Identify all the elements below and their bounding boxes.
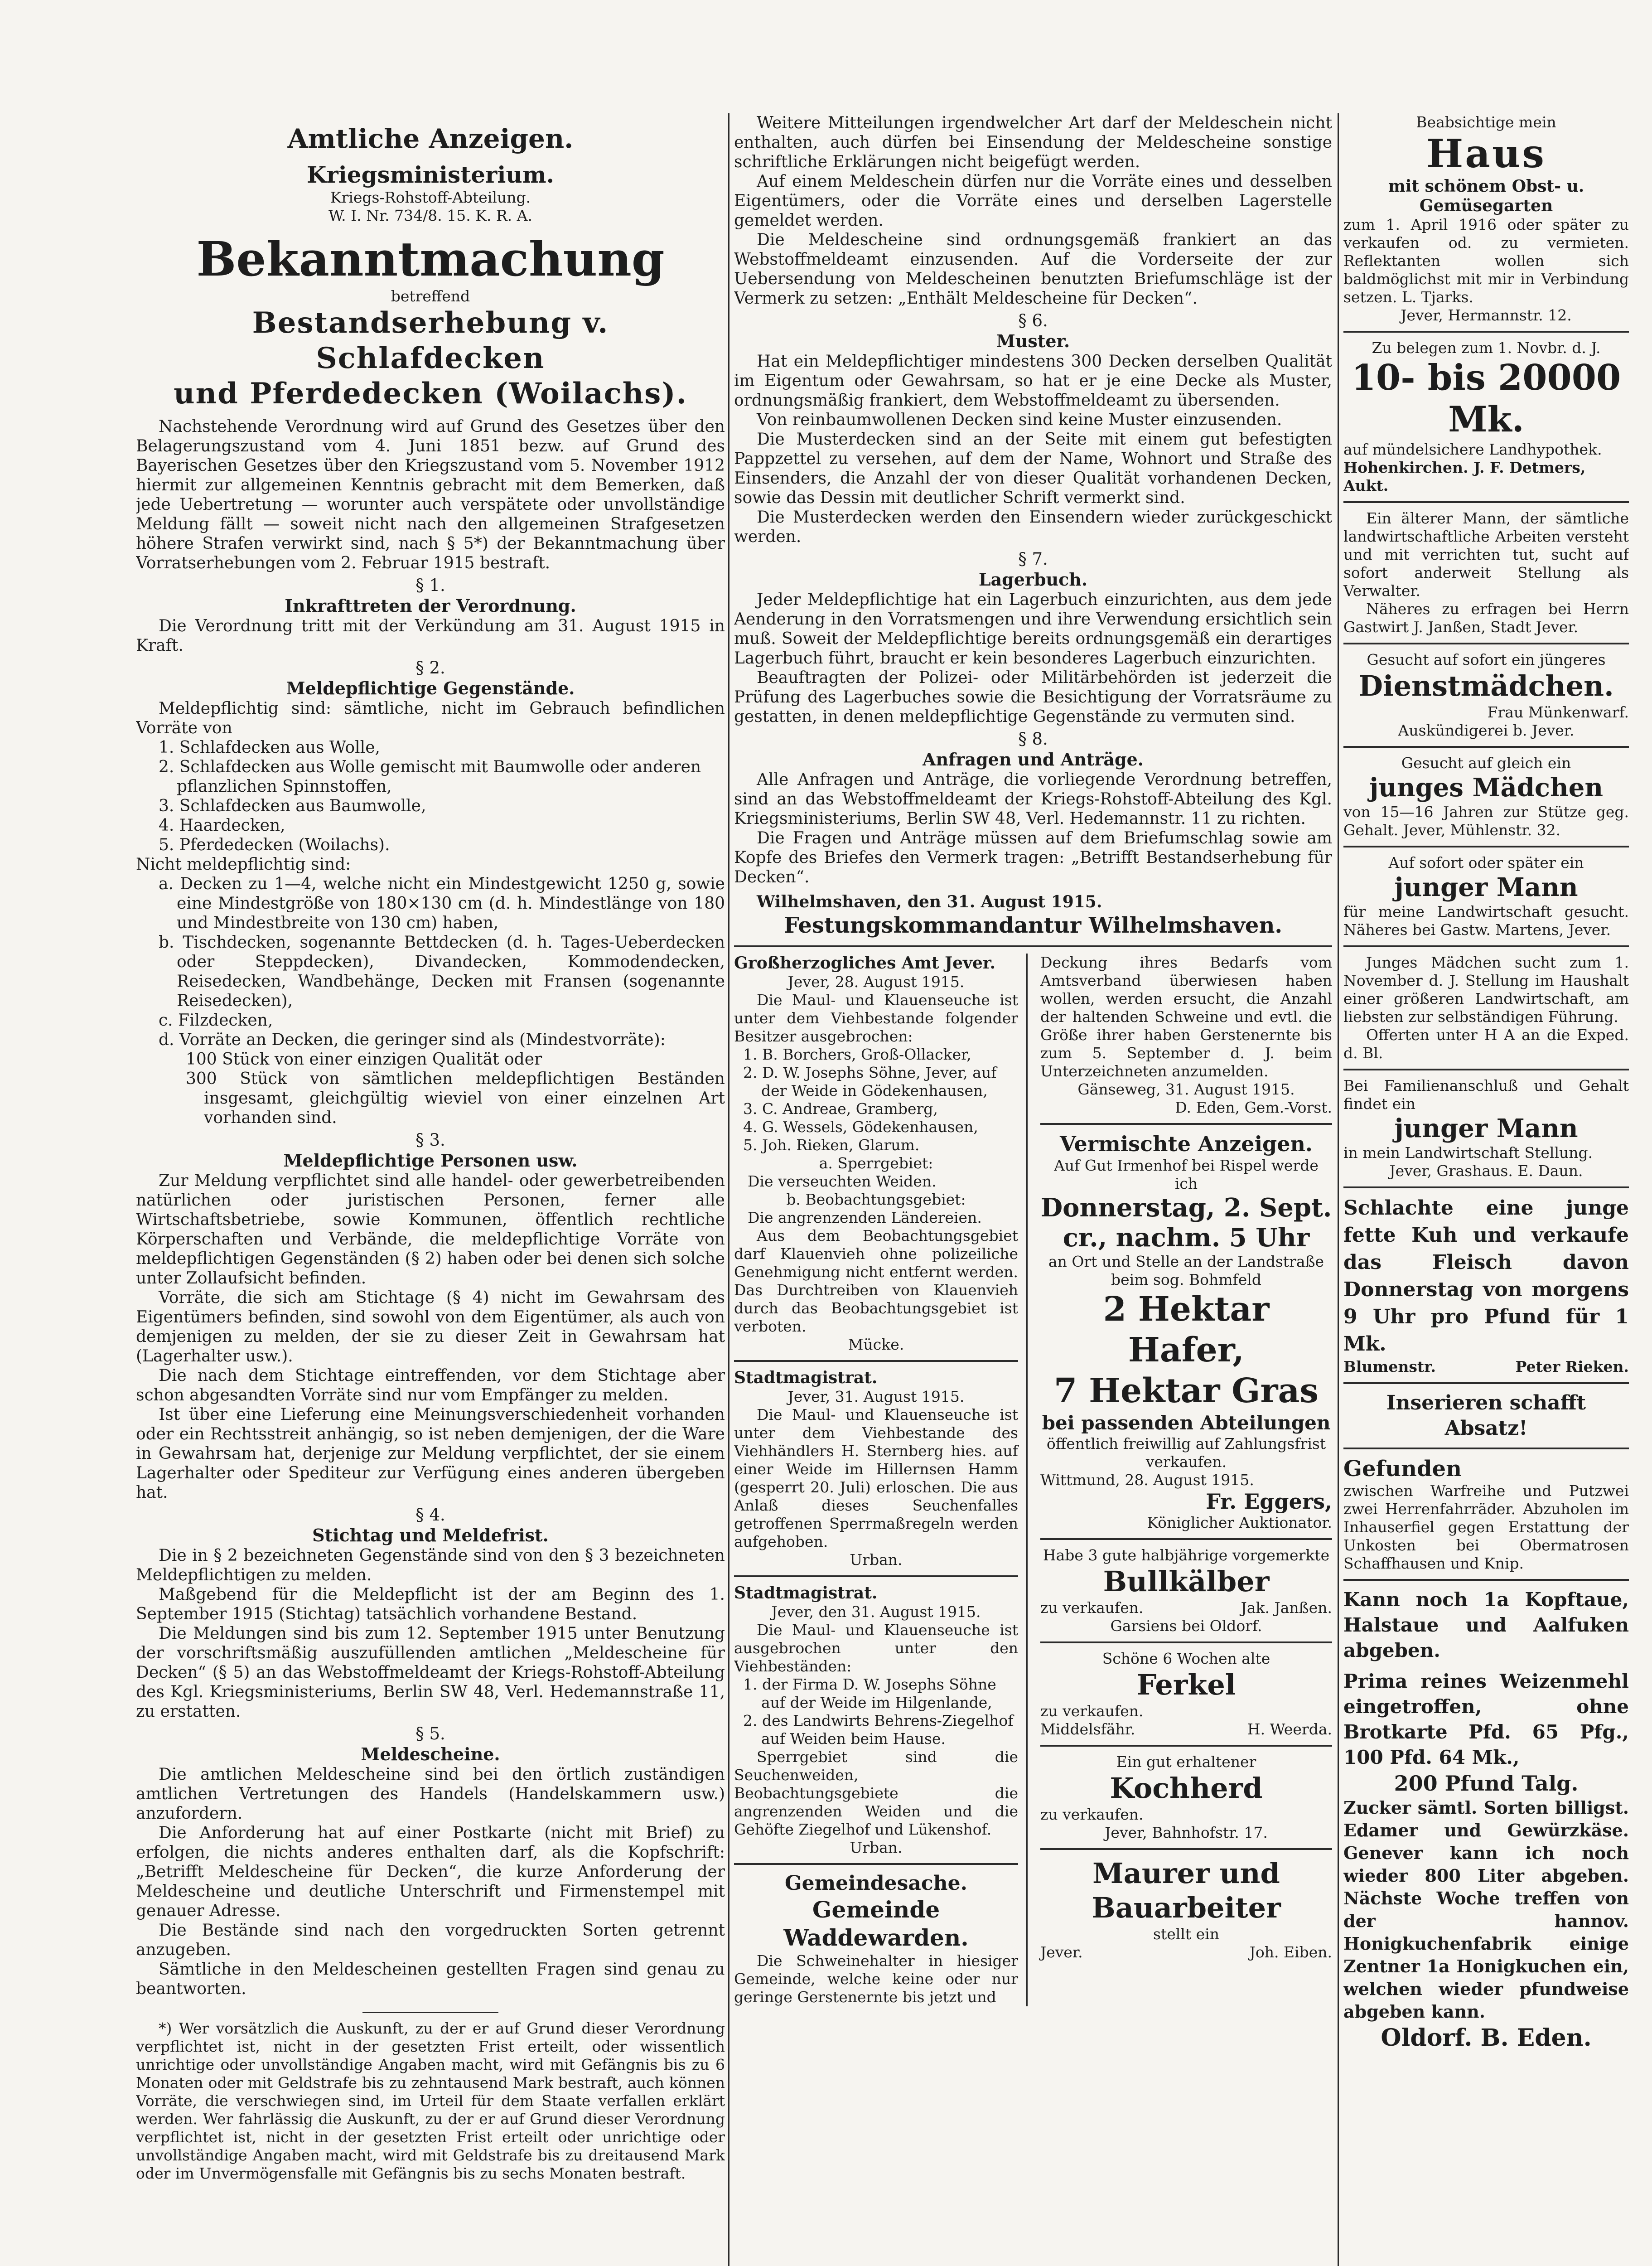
section-divider	[1343, 945, 1629, 947]
amt-text: Die Maul- und Klauenseuche ist unter dem Viehbestande folgender Besitzer ausgebrochen:	[734, 991, 1018, 1045]
auction-text: Auf Gut Irmenhof bei Rispel werde ich	[1054, 1157, 1319, 1192]
ad-footer	[1040, 1720, 1332, 1738]
section-divider	[1040, 1745, 1332, 1747]
ad-text: Ein gut erhaltener	[1116, 1753, 1256, 1771]
ad-text: auf mündelsichere Landhypothek.	[1343, 441, 1602, 458]
ad-text: Schöne 6 Wochen alte	[1102, 1650, 1270, 1667]
section-7-heading: Lagerbuch.	[978, 569, 1088, 590]
ad-place: Jever.	[1040, 1943, 1083, 1961]
list-item: 2. Schlafdecken aus Wolle gemischt mit Baumwolle oder anderen pflanzlichen Spinnstoffen,	[159, 758, 701, 796]
section-5-heading: Meldescheine.	[361, 1744, 500, 1764]
section-divider	[1040, 1641, 1332, 1643]
section-4-heading: Stichtag und Meldefrist.	[312, 1525, 549, 1545]
ad-text-talg: 200 Pfund Talg.	[1394, 1771, 1579, 1796]
ad-signature: Frau Münkenwarf.	[1487, 703, 1629, 721]
ad-text: Beabsichtige mein	[1416, 113, 1556, 131]
ministry-name: Kriegsministerium.	[306, 161, 555, 188]
ad-text: Bei Familienanschluß und Gehalt findet ein	[1343, 1077, 1629, 1113]
section-1-heading: Inkrafttreten der Verordnung.	[285, 596, 576, 616]
notice-subject-line1: Bestandserhebung v. Schlafdecken	[252, 306, 609, 375]
ad-signature: Peter Rieken.	[1515, 1358, 1629, 1375]
auction-date: Donnerstag, 2. Sept. cr., nachm. 5 Uhr	[1040, 1193, 1332, 1253]
notice-continuation: Weitere Mitteilungen irgendwelcher Art darf der Meldeschein nicht enthalten, auch dürfen bei Einsendung der Meldescheine sonstige schriftliche Erklärungen nicht beigefügt werden.	[734, 114, 1332, 171]
ad-text: Offerten unter H A an die Exped. d. Bl.	[1343, 1026, 1629, 1062]
section-divider	[1343, 643, 1629, 644]
section-7-text: Beauftragten der Polizei- oder Militärbehörden ist jederzeit die Prüfung des Lagerbuches sowie die Besichtigung der Vorratsräume zu gestatten, in denen meldepflichtige Gegenstände zu vermuten sind.	[734, 668, 1332, 726]
section-8-heading: Anfragen und Anträge.	[922, 749, 1144, 770]
ad-sale: zu verkaufen.	[1040, 1599, 1144, 1617]
section-divider	[1040, 1848, 1332, 1850]
section-2-number: § 2.	[415, 658, 445, 678]
section-1-number: § 1.	[415, 576, 445, 595]
ad-text: stellt ein	[1153, 1925, 1219, 1943]
ad-footer	[1040, 1943, 1332, 1961]
dateline: Wilhelmshaven, den 31. August 1915.	[757, 892, 1102, 911]
notice-continuation: Die Meldescheine sind ordnungsgemäß frankiert an das Webstoffmeldeamt einzusenden. Auf die Vorderseite der zur Uebersendung von Meldescheinen benutzten Briefumschläge ist der Vermerk zu setzen: „Enthält Meldescheine für Decken“.	[734, 231, 1332, 308]
ad-title-haus: Haus	[1426, 131, 1546, 177]
notice-title: Bekanntmachung	[196, 231, 665, 287]
section-3-text: Zur Meldung verpflichtet sind alle handel- oder gewerbetreibenden natürlichen oder juristischen Personen, ferner alle Wirtschaftsbetriebe, sowie Kommunen, öffentlich rechtliche Körperschaften und Verbände, die meldepflichtige Vorräte von meldepflichtigen Gegenständen (§ 2) haben oder bei denen sich solche unter Zollaufsicht befinden.	[136, 1172, 725, 1288]
ad-place: Middelsfähr.	[1040, 1720, 1135, 1738]
section-4-text: Maßgebend für die Meldepflicht ist der am Beginn des 1. September 1915 (Stichtag) tatsächlich vorhandene Bestand.	[136, 1585, 725, 1623]
ad-title-maurer: Maurer und	[1092, 1857, 1280, 1890]
section-5-text: Die Anforderung hat auf einer Postkarte (nicht mit Brief) zu erfolgen, die nichts anderes enthalten darf, als die Kopfschrift: „Betrifft Meldescheine für Decken“, die kurze Anforderung der Meldescheine und deutliche Unterschrift und Firmenstempel mit genauer Adresse.	[136, 1824, 725, 1920]
stadtmagistrat-signature: Urban.	[850, 1839, 903, 1856]
auction-place: Wittmund, 28. August 1915.	[1040, 1471, 1254, 1489]
notice-intro: Nachstehende Verordnung wird auf Grund des Gesetzes über den Belagerungszustand vom 4. Juni 1851 bezw. auf Grund des Bayerischen Gesetzes über den Kriegszustand vom 5. November 1912 hiermit zur allgemeinen Kenntnis gebracht mit dem Bemerken, daß jede Uebertretung — worunter auch verspätete oder unvollständige Meldung fällt — soweit nicht nach den allgemeinen Strafgesetzen höhere Strafen verwirkt sind, nach § 5*) der Bekanntmachung über Vorratserhebungen vom 2. Februar 1915 bestraft.	[136, 417, 725, 572]
section-6-heading: Muster.	[996, 331, 1070, 351]
ad-text: in mein Landwirtschaft Stellung.	[1343, 1144, 1593, 1162]
stadtmagistrat-date: Jever, den 31. August 1915.	[771, 1603, 981, 1621]
section-4-text: Die Meldungen sind bis zum 12. September 1915 unter Benutzung der vorschriftsmäßig auszufüllenden amtlichen „Meldescheine für Decken“ (§ 5) an das Webstoffmeldeamt der Kriegs-Rohstoff-Abteilung des Kgl. Kriegsministeriums, Berlin SW 48, Verl. Hedemannstraße 11, zu erstatten.	[136, 1624, 725, 1721]
list-item: 300 Stück von sämtlichen meldepflichtigen Beständen insgesamt, gleichgültig wieviel von einer einzelnen Art vorhanden sind.	[186, 1070, 725, 1127]
amt-zone-text: Die angrenzenden Ländereien.	[748, 1209, 982, 1226]
amt-zone-label: a. Sperrgebiet:	[819, 1154, 933, 1172]
stadtmagistrat-text: Die Maul- und Klauenseuche ist unter dem Viehbestande des Viehhändlers H. Sternberg hies. auf einer Weide im Hillernsen Hamm (gesperrt 20. Juli) erloschen. Die aus Anlaß dieses Seuchenfalles getroffenen Sperrmaßregeln werden aufgehoben.	[734, 1406, 1018, 1550]
auction-location: an Ort und Stelle an der Landstraße beim sog. Bohmfeld	[1048, 1253, 1324, 1288]
section-2-text: Meldepflichtig sind: sämtliche, nicht im Gebrauch befindlichen Vorräte von	[136, 699, 725, 737]
amt-date: Jever, 28. August 1915.	[787, 973, 965, 991]
auctioneer-role: Königlicher Auktionator.	[1147, 1514, 1332, 1531]
section-6-text: Die Musterdecken werden den Einsendern wieder zurückgeschickt werden.	[734, 508, 1332, 546]
section-divider	[1343, 1448, 1629, 1449]
section-header: Amtliche Anzeigen.	[287, 123, 574, 154]
ad-signature: H. Weerda.	[1247, 1720, 1332, 1738]
ad-text: von 15—16 Jahren zur Stütze geg. Gehalt. Jever, Mühlenstr. 32.	[1343, 803, 1629, 839]
section-divider	[1343, 1186, 1629, 1188]
amt-heading: Großherzogliches Amt Jever.	[734, 954, 996, 973]
ad-text: Auf sofort oder später ein	[1388, 854, 1584, 872]
ad-title-junger-mann: junger Mann	[1394, 872, 1578, 902]
section-divider	[1343, 1579, 1629, 1581]
section-divider	[734, 1575, 1018, 1577]
subcolumn-left	[734, 954, 1028, 2006]
subcolumn-right	[1039, 954, 1332, 2006]
auction-item-hafer: 2 Hektar Hafer,	[1103, 1290, 1270, 1370]
section-5-text: Sämtliche in den Meldescheinen gestellten Fragen sind genau zu beantworten.	[136, 1960, 725, 1998]
section-3-text: Die nach dem Stichtage eintreffenden, vor dem Stichtage aber schon abgesandten Vorräte sind nur vom Empfänger zu melden.	[136, 1366, 725, 1404]
vermischte-heading: Vermischte Anzeigen.	[1060, 1132, 1313, 1156]
notice-subject-line2: und Pferdedecken (Woilachs).	[174, 377, 687, 411]
list-item: 2. des Landwirts Behrens-Ziegelhof auf Weiden beim Hause.	[743, 1712, 1014, 1748]
ad-subtitle: mit schönem Obst- u. Gemüsegarten	[1388, 177, 1584, 215]
section-divider	[1343, 1382, 1629, 1384]
stadtmagistrat-text: Sperrgebiet sind die Seuchenweiden, Beobachtungsgebiete die angrenzenden Weiden und die Gehöfte Ziegelhof und Lükenshof.	[734, 1748, 1018, 1838]
section-6-text: Die Musterdecken sind an der Seite mit einem gut befestigten Pappzettel zu versehen, auf dem der Name, Wohnort und Straße des Einsenders, die Anzahl der von dieser Qualität vorhandenen Decken, sowie das Dessin mit deutlicher Schrift vermerkt sind.	[734, 430, 1332, 507]
gemeinde-signature: D. Eden, Gem.-Vorst.	[1175, 1099, 1332, 1116]
ad-place: Blumenstr.	[1343, 1358, 1436, 1375]
section-divider	[1343, 746, 1629, 748]
section-divider	[1040, 1538, 1332, 1540]
ad-signature-eden: Oldorf. B. Eden.	[1381, 2024, 1592, 2052]
column-classifieds	[1343, 113, 1629, 2266]
ad-signature: Joh. Eiben.	[1249, 1943, 1332, 1961]
ad-signature: Hohenkirchen. J. F. Detmers, Aukt.	[1343, 459, 1586, 494]
section-7-number: § 7.	[1018, 549, 1048, 569]
amt-zone-text: Die verseuchten Weiden.	[748, 1172, 937, 1190]
section-6-number: § 6.	[1018, 311, 1048, 330]
ad-place: Jever, Bahnhofstr. 17.	[1105, 1824, 1268, 1841]
ad-sale: zu verkaufen.	[1040, 1702, 1144, 1720]
ad-place: Auskündigerei b. Jever.	[1398, 721, 1575, 739]
section-divider	[1343, 501, 1629, 503]
ad-text-taue: Kann noch 1a Kopftaue, Halstaue und Aalfuken abgeben.	[1343, 1588, 1629, 1661]
section-3-text: Vorräte, die sich am Stichtage (§ 4) nicht im Gewahrsam des Eigentümers befinden, sind sowohl von dem Eigentümer, als auch von demjenigen zu melden, der sie zu dieser Zeit in Gewahrsam hat (Lagerhalter usw.).	[136, 1288, 725, 1365]
section-5-number: § 5.	[415, 1724, 445, 1743]
list-item: d. Vorräte an Decken, die geringer sind als (Mindestvorräte):	[159, 1031, 666, 1049]
ad-text: Gesucht auf sofort ein jüngeres	[1367, 651, 1606, 668]
ad-signature: Jever, Grashaus. E. Daun.	[1389, 1162, 1583, 1180]
list-item: 3. C. Andreae, Gramberg,	[743, 1100, 938, 1118]
ad-text: zum 1. April 1916 oder später zu verkaufen od. zu vermieten. Reflektanten wollen sich baldmöglichst mit mir in Verbindung setzen. L. Tjarks.	[1343, 216, 1629, 306]
stadtmagistrat-heading: Stadtmagistrat.	[734, 1368, 878, 1387]
list-item: 5. Pferdedecken (Woilachs).	[159, 836, 390, 854]
amt-zone-label: b. Beobachtungsgebiet:	[786, 1191, 966, 1208]
section-3-text: Ist über eine Lieferung eine Meinungsverschiedenheit vorhanden oder ein Rechtsstreit anhängig, so ist neben demjenigen, der die Ware in Gewahrsam hat, derjenige zur Meldung verpflichtet, der sie einem Lagerhalter oder Spediteur zur Verfügung eines anderen übergeben hat.	[136, 1405, 725, 1502]
gemeinde-date: Gänseweg, 31. August 1915.	[1077, 1080, 1295, 1098]
section-divider	[1040, 1123, 1332, 1125]
section-divider	[734, 1863, 1018, 1865]
section-6-text: Von reinbaumwollenen Decken sind keine Muster einzusenden.	[757, 411, 1282, 429]
section-7-text: Jeder Meldepflichtige hat ein Lagerbuch einzurichten, aus dem jede Aenderung in den Vorratsmengen und ihre Verwendung ersichtlich sein muß. Soweit der Meldepflichtige bereits ordnungsgemäß ein derartiges Lagerbuch führt, braucht er kein besonderes Lagerbuch einzurichten.	[734, 591, 1332, 668]
section-divider	[1343, 846, 1629, 847]
ad-text: Junges Mädchen sucht zum 1. November d. J. Stellung im Haushalt einer größeren Landwirtschaft, am liebsten zur selbständigen Führung.	[1343, 954, 1629, 1026]
ad-text: Zu belegen zum 1. Novbr. d. J.	[1372, 339, 1601, 357]
section-5-text: Die amtlichen Meldescheine sind bei den örtlich zuständigen amtlichen Vertretungen des Handels (Handelskammern usw.) anzufordern.	[136, 1765, 725, 1823]
list-item: 1. Schlafdecken aus Wolle,	[159, 738, 380, 757]
notice-continuation: Auf einem Meldeschein dürfen nur die Vorräte eines und desselben Eigentümers, oder die Vorräte eines und derselben Lagerstelle gemeldet werden.	[734, 172, 1332, 230]
ad-footer	[1040, 1599, 1332, 1617]
footnote-divider	[362, 2012, 498, 2013]
ad-text: Ein älterer Mann, der sämtliche landwirtschaftliche Arbeiten versteht und mit verrichten tut, sucht auf sofort anderweit Stellung als Verwalter.	[1343, 509, 1629, 600]
list-item: 2. D. W. Josephs Söhne, Jever, auf der Weide in Gödekenhausen,	[743, 1064, 997, 1099]
ad-place: Jever, Hermannstr. 12.	[1401, 306, 1572, 324]
footnote: *) Wer vorsätzlich die Auskunft, zu der er auf Grund dieser Verordnung verpflichtet ist, nicht in der gesetzten Frist erteilt, oder wissentlich unrichtige oder unvollständige Angaben macht, wird mit Gefängnis bis zu 6 Monaten oder mit Geldstrafe bis zu zehntausend Mark bestraft, auch können Vorräte, die verschwiegen sind, im Urteil für dem Staate verfallen erklärt werden. Wer fahrlässig die Auskunft, zu der er auf Grund dieser Verordnung verpflichtet ist, nicht in der gesetzten Frist erteilt oder unrichtige oder unvollständige Angaben macht, wird mit Geldstrafe bis zu dreitausend Mark oder im Unvermögensfalle mit Gefängnis bis zu sechs Monaten bestraft.	[136, 2019, 725, 2182]
ad-text-mehl: Prima reines Weizenmehl eingetroffen, ohne Brotkarte Pfd. 65 Pfg., 100 Pfd. 64 Mk.,	[1343, 1670, 1629, 1768]
ad-text: zwischen Warfreihe und Putzwei zwei Herrenfahrräder. Abzuholen im Inhauserfiel gegen Erstattung der Unkosten bei Obermatrosen Schaffhausen und Knip.	[1343, 1482, 1629, 1572]
auction-lots: bei passenden Abteilungen	[1042, 1412, 1331, 1434]
gemeinde-text: Die Schweinehalter in hiesiger Gemeinde, welche keine oder nur geringe Gerstenernte bis jetzt und	[734, 1952, 1018, 2006]
gemeinde-continuation: Deckung ihres Bedarfs vom Amtsverband überwiesen haben wollen, werden ersucht, die Anzahl der haltenden Schweine und evtl. die Größe ihrer haben Gerstenernte bis zum 5. September d. J. beim Unterzeichneten anzumelden.	[1040, 954, 1332, 1080]
ad-slogan: Inserieren schafft Absatz!	[1386, 1391, 1586, 1440]
betreffend-label: betreffend	[391, 287, 470, 305]
auction-item-gras: 7 Hektar Gras	[1053, 1371, 1319, 1410]
section-divider	[1343, 331, 1629, 333]
amt-signature: Mücke.	[848, 1336, 904, 1353]
stadtmagistrat-date: Jever, 31. August 1915.	[787, 1388, 965, 1405]
auctioneer-name: Fr. Eggers,	[1206, 1489, 1332, 1514]
list-item: 1. B. Borchers, Groß-Ollacker,	[743, 1046, 971, 1063]
list-item: 5. Joh. Rieken, Glarum.	[743, 1136, 920, 1154]
list-item: a. Decken zu 1—4, welche nicht ein Mindestgewicht 1250 g, sowie eine Mindestgröße von 180×130 cm (d. h. Mindestlänge von 180 und Mindestbreite von 130 cm) haben,	[159, 875, 725, 932]
ad-sale: zu verkaufen.	[1040, 1806, 1144, 1823]
department-name: Kriegs-Rohstoff-Abteilung.	[330, 189, 531, 206]
ad-signature: Jak. Janßen.	[1241, 1599, 1332, 1617]
list-item: b. Tischdecken, sogenannte Bettdecken (d. h. Tages-Ueberdecken oder Steppdecken), Divandecken, Kommodendecken, Reisedecken, Wandbehänge, Decken mit Fransen (sogenannte Reisedecken),	[159, 933, 725, 1010]
section-4-text: Die in § 2 bezeichneten Gegenstände sind von den § 3 bezeichneten Meldepflichtigen zu melden.	[136, 1546, 725, 1584]
ad-title-junger-mann-2: junger Mann	[1394, 1114, 1578, 1143]
list-item: 100 Stück von einer einzigen Qualität oder	[186, 1050, 542, 1069]
stadtmagistrat-signature: Urban.	[850, 1551, 903, 1569]
list-item: 4. G. Wessels, Gödekenhausen,	[743, 1118, 978, 1136]
ad-title-dienstmaedchen: Dienstmädchen.	[1358, 669, 1614, 702]
stadtmagistrat-heading: Stadtmagistrat.	[734, 1583, 878, 1603]
reference-number: W. I. Nr. 734/8. 15. K. R. A.	[328, 207, 532, 224]
ad-title-junges-maedchen: junges Mädchen	[1369, 773, 1604, 803]
column-official-notice	[136, 113, 725, 2266]
auction-terms: öffentlich freiwillig auf Zahlungsfrist verkaufen.	[1046, 1435, 1326, 1471]
not-required-label: Nicht meldepflichtig sind:	[136, 855, 351, 874]
list-item: 4. Haardecken,	[159, 816, 285, 835]
section-5-text: Die Bestände sind nach den vorgedruckten Sorten getrennt anzugeben.	[136, 1921, 725, 1959]
notices-subgrid	[734, 954, 1332, 2006]
section-8-text: Alle Anfragen und Anträge, die vorliegende Verordnung betreffen, sind an das Webstoffmeldeamt der Kriegs-Rohstoff-Abteilung des Kgl. Kriegsministeriums, Berlin SW 48, Verl. Hedemannstr. 11 zu richten.	[734, 770, 1332, 828]
section-8-text: Die Fragen und Anträge müssen auf dem Briefumschlag sowie am Kopfe des Briefes den Vermerk tragen: „Betrifft Bestandserhebung für Decken“.	[734, 829, 1332, 886]
section-8-number: § 8.	[1018, 729, 1048, 749]
ad-title-bullkaelber: Bullkälber	[1103, 1565, 1270, 1598]
section-1-text: Die Verordnung tritt mit der Verkündung am 31. August 1915 in Kraft.	[136, 617, 725, 655]
ad-text: Gesucht auf gleich ein	[1401, 754, 1571, 772]
section-3-number: § 3.	[415, 1130, 445, 1150]
section-divider	[1343, 1069, 1629, 1070]
section-2-heading: Meldepflichtige Gegenstände.	[286, 678, 575, 698]
ad-title-ferkel: Ferkel	[1136, 1668, 1236, 1701]
section-divider	[734, 1360, 1018, 1362]
ad-title-amount: 10- bis 20000 Mk.	[1351, 357, 1621, 440]
ad-title-gefunden: Gefunden	[1343, 1456, 1462, 1482]
ad-text: Näheres zu erfragen bei Herrn Gastwirt J. Janßen, Stadt Jever.	[1343, 600, 1629, 636]
ad-footer	[1343, 1358, 1629, 1376]
ad-text-zucker: Zucker sämtl. Sorten billigst. Edamer und Gewürzkäse. Genever kann ich noch wieder 800 Liter abgeben. Nächste Woche treffen von der hannov. Honigkuchenfabrik einige Zentner 1a Honigkuchen ein, welchen wieder pfundweise abgeben kann.	[1343, 1797, 1629, 2022]
list-item: 3. Schlafdecken aus Baumwolle,	[159, 797, 426, 815]
column-notices-and-ads	[734, 113, 1332, 2266]
gemeinde-title: Gemeinde Waddewarden.	[783, 1896, 969, 1951]
list-item: 1. der Firma D. W. Josephs Söhne auf der Weide im Hilgenlande,	[743, 1675, 996, 1711]
ad-title-kochherd: Kochherd	[1110, 1772, 1263, 1805]
list-item: c. Filzdecken,	[159, 1011, 273, 1030]
section-4-number: § 4.	[415, 1505, 445, 1525]
signature-kommandantur: Festungskommandantur Wilhelmshaven.	[783, 913, 1283, 938]
ad-text: Habe 3 gute halbjährige vorgemerkte	[1043, 1546, 1330, 1564]
ad-text: für meine Landwirtschaft gesucht. Näheres bei Gastw. Martens, Jever.	[1343, 903, 1629, 939]
column-divider	[728, 113, 729, 2266]
section-divider	[734, 945, 1332, 947]
amt-text: Aus dem Beobachtungsgebiet darf Klauenvieh ohne polizeiliche Genehmigung nicht entfernt werden. Das Durchtreiben von Klauenvieh durch das Beobachtungsgebiet ist verboten.	[734, 1227, 1018, 1335]
ad-title-bauarbeiter: Bauarbeiter	[1092, 1891, 1281, 1924]
ad-text-kuh: Schlachte eine junge fette Kuh und verkaufe das Fleisch davon Donnerstag von morgens 9 Uhr pro Pfund für 1 Mk.	[1343, 1196, 1629, 1356]
column-divider	[1338, 113, 1339, 2266]
stadtmagistrat-text: Die Maul- und Klauenseuche ist ausgebrochen unter den Viehbeständen:	[734, 1621, 1018, 1675]
ad-place: Garsiens bei Oldorf.	[1110, 1617, 1262, 1635]
section-6-text: Hat ein Meldepflichtiger mindestens 300 Decken derselben Qualität im Eigentum oder Gewahrsam, so hat er je eine Decke als Muster, ordnungsmäßig frankiert, dem Webstoffmeldeamt zu übersenden.	[734, 352, 1332, 410]
gemeinde-heading: Gemeindesache.	[785, 1872, 967, 1895]
section-3-heading: Meldepflichtige Personen usw.	[283, 1150, 578, 1171]
